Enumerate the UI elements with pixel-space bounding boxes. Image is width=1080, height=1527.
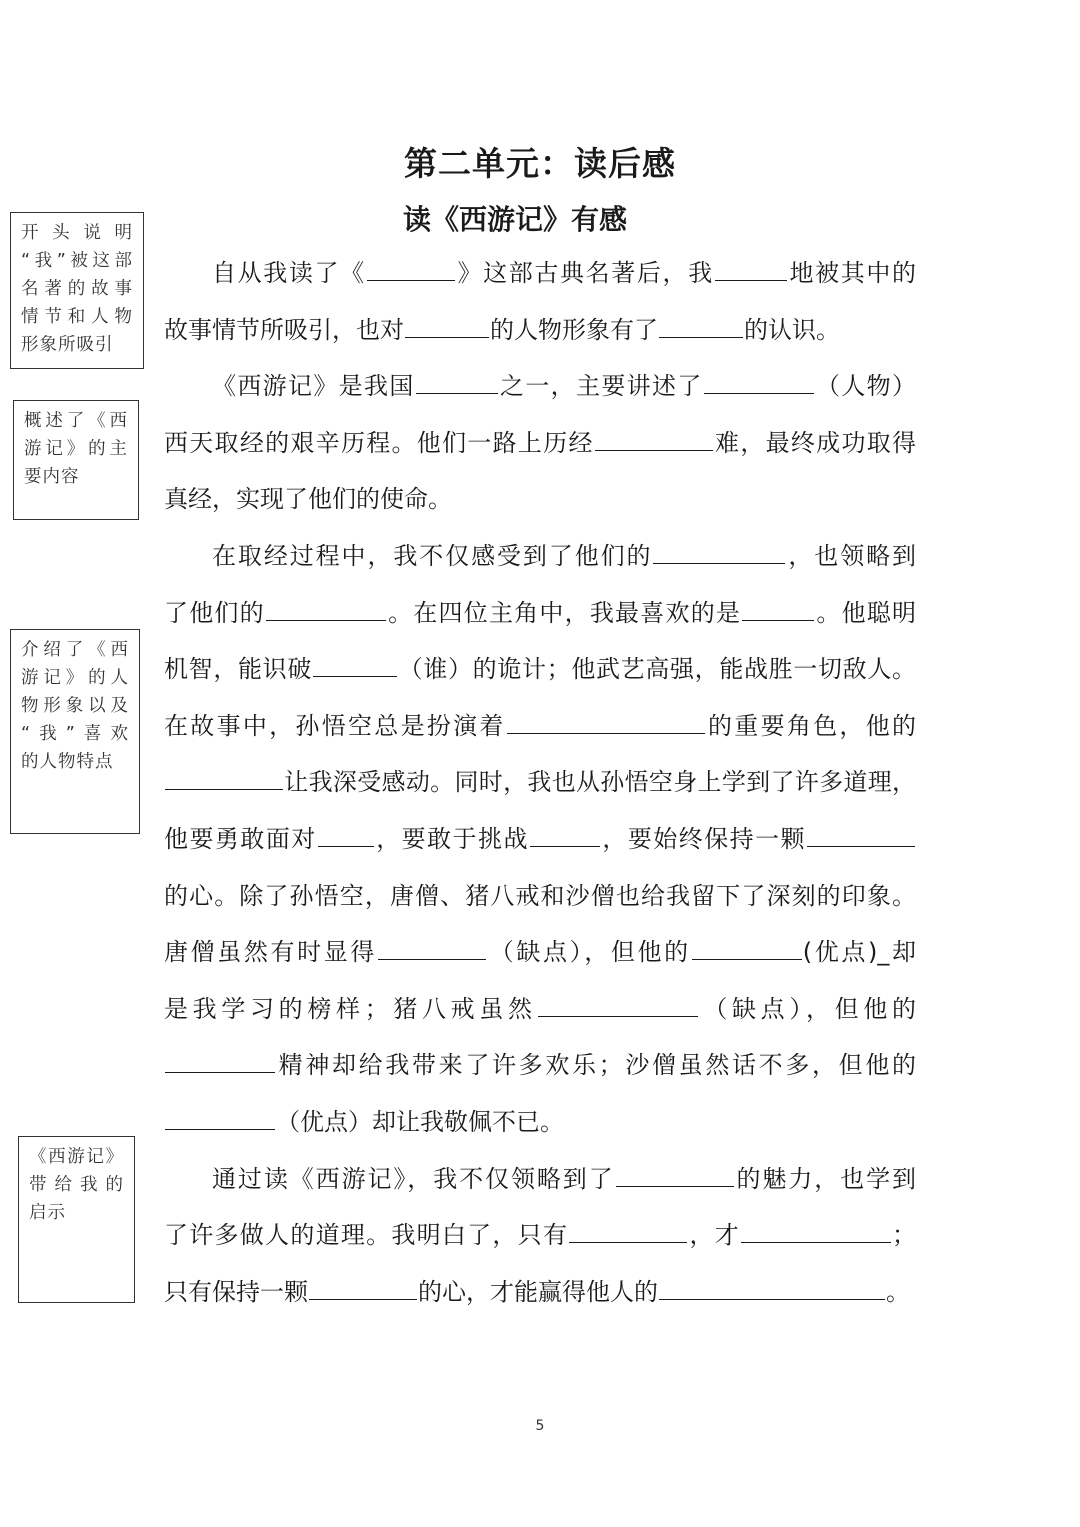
- essay-text: 真经，实现了他们的使命。: [164, 485, 452, 514]
- fill-in-blank[interactable]: [704, 392, 814, 394]
- page-number: 5: [535, 1418, 545, 1434]
- essay-line: [164, 1207, 916, 1264]
- essay-text: 西天取经的艰辛历程。他们一路上历经: [164, 428, 594, 457]
- side-note-line: “我”被这部: [21, 251, 133, 271]
- fill-in-blank[interactable]: [653, 562, 785, 564]
- side-note-summary: [13, 400, 139, 520]
- essay-line: [164, 585, 916, 642]
- essay-text: （优点）却让我敬佩不已。: [276, 1107, 564, 1136]
- essay-text: 让我深受感动。同时，我也从孙悟空身上学到了许多道理，: [284, 768, 916, 797]
- fill-in-blank[interactable]: [530, 845, 600, 847]
- essay-text: 故事情节所吸引，也对: [164, 315, 404, 344]
- side-note-line: 要内容: [24, 467, 80, 487]
- side-note-line: 情节和人物: [21, 307, 133, 327]
- essay-text: 《西游记》是我国: [212, 372, 415, 401]
- side-note-inspiration: [18, 1136, 135, 1303]
- fill-in-blank[interactable]: [741, 1241, 891, 1243]
- essay-text: 难，最终成功取得: [713, 428, 917, 457]
- essay-text: 的重要角色，他的: [705, 711, 917, 740]
- essay-text: 他要勇敢面对: [164, 824, 317, 853]
- essay-line: [164, 302, 916, 359]
- fill-in-blank[interactable]: [309, 1298, 417, 1300]
- side-note-line: 带给我的: [29, 1175, 124, 1195]
- fill-in-blank[interactable]: [538, 1015, 698, 1017]
- essay-text: （人物）: [814, 372, 917, 401]
- essay-text: 只有保持一颗: [164, 1277, 308, 1306]
- fill-in-blank[interactable]: [659, 336, 743, 338]
- essay-line: [164, 924, 916, 981]
- side-note-line: 游记》的主: [24, 439, 128, 459]
- fill-in-blank[interactable]: [405, 336, 489, 338]
- essay-text: 在故事中，孙悟空总是扮演着: [164, 711, 506, 740]
- side-note-line: 游记》的人: [21, 668, 129, 688]
- essay-line: [164, 528, 916, 585]
- essay-text: 机智，能识破: [164, 655, 312, 684]
- fill-in-blank[interactable]: [266, 619, 386, 621]
- essay-text: 唐僧虽然有时显得: [164, 938, 378, 967]
- unit-title: 第二单元：读后感: [404, 144, 676, 183]
- essay-text: ，才: [688, 1221, 741, 1250]
- essay-text: (优点)_却: [802, 938, 917, 967]
- essay-line: [164, 471, 916, 528]
- fill-in-blank[interactable]: [318, 845, 374, 847]
- essay-text: 的人物形象有了: [490, 315, 658, 344]
- essay-line: [164, 698, 916, 755]
- essay-text: 的心。除了孙悟空，唐僧、猪八戒和沙僧也给我留下了深刻的印象。: [164, 881, 916, 910]
- essay-text: 的心，才能赢得他人的: [418, 1277, 658, 1306]
- fill-in-blank[interactable]: [616, 1185, 734, 1187]
- side-note-line: 《西游记》: [29, 1147, 124, 1167]
- essay-text: 。在四位主角中，我最喜欢的是: [386, 598, 742, 627]
- essay-text: 的认识。: [744, 315, 840, 344]
- essay-line: [164, 754, 916, 811]
- fill-in-blank[interactable]: [165, 788, 283, 790]
- essay-line: [164, 981, 916, 1038]
- side-note-line: 概述了《西: [24, 411, 128, 431]
- essay-text: ，要始终保持一颗: [600, 824, 807, 853]
- side-note-line: 启示: [29, 1203, 66, 1223]
- fill-in-blank[interactable]: [378, 958, 486, 960]
- essay-text: 自从我读了《: [212, 259, 366, 287]
- essay-line: [164, 245, 916, 302]
- fill-in-blank[interactable]: [715, 279, 787, 281]
- essay-text: 地被其中的: [787, 259, 917, 287]
- essay-text: 是我学习的榜样；猪八戒虽然: [164, 994, 537, 1023]
- fill-in-blank[interactable]: [692, 958, 802, 960]
- essay-text: 。他聪明: [815, 598, 917, 627]
- side-note-characters: [10, 629, 140, 834]
- essay-text: （缺点），但他的: [487, 938, 691, 967]
- essay-text: 的魅力，也学到: [734, 1164, 917, 1193]
- fill-in-blank[interactable]: [313, 675, 397, 677]
- essay-text: ，要敢于挑战: [374, 824, 529, 853]
- essay-line: [164, 641, 916, 698]
- fill-in-blank[interactable]: [367, 279, 455, 281]
- essay-text: 了他们的: [164, 598, 265, 627]
- essay-line: [164, 1094, 916, 1151]
- side-note-line: 形象所吸引: [21, 335, 114, 355]
- side-note-line: “我”喜欢: [21, 724, 129, 744]
- essay-text: 通过读《西游记》，我不仅领略到了: [212, 1164, 615, 1193]
- essay-line: [164, 358, 916, 415]
- fill-in-blank[interactable]: [165, 1128, 275, 1130]
- essay-text: ，也领略到: [786, 541, 917, 570]
- essay-title: 读《西游记》有感: [402, 203, 627, 236]
- essay-line: [164, 811, 916, 868]
- essay-text: 精神却给我带来了许多欢乐；沙僧虽然话不多，但他的: [276, 1051, 916, 1080]
- side-note-opening: [10, 212, 144, 369]
- essay-text: （谁）的诡计；他武艺高强，能战胜一切敌人。: [398, 655, 916, 684]
- essay-line: [164, 868, 916, 925]
- side-note-line: 开头说明: [21, 223, 133, 243]
- essay-text: 之一，主要讲述了: [498, 372, 703, 401]
- side-note-line: 名著的故事: [21, 279, 133, 299]
- essay-line: [164, 1151, 916, 1208]
- essay-text: 。: [886, 1277, 910, 1306]
- fill-in-blank[interactable]: [659, 1298, 885, 1300]
- essay-text: 》这部古典名著后，我: [455, 259, 714, 287]
- essay-text: （缺点），但他的: [698, 994, 917, 1023]
- essay-line: [164, 1037, 916, 1094]
- side-note-line: 介绍了《西: [21, 640, 129, 660]
- fill-in-blank[interactable]: [807, 845, 915, 847]
- essay-line: [164, 415, 916, 472]
- essay-text: ；: [892, 1221, 917, 1250]
- fill-in-blank[interactable]: [742, 619, 814, 621]
- fill-in-blank[interactable]: [595, 449, 713, 451]
- fill-in-blank[interactable]: [165, 1071, 275, 1073]
- essay-body: [164, 245, 916, 1320]
- side-note-line: 物形象以及: [21, 696, 129, 716]
- side-note-line: 的人物特点: [21, 752, 114, 772]
- fill-in-blank[interactable]: [569, 1241, 687, 1243]
- essay-text: 在取经过程中，我不仅感受到了他们的: [212, 541, 653, 570]
- essay-line: [164, 1264, 916, 1321]
- essay-text: 了许多做人的道理。我明白了，只有: [164, 1221, 569, 1250]
- fill-in-blank[interactable]: [416, 392, 498, 394]
- fill-in-blank[interactable]: [507, 732, 705, 734]
